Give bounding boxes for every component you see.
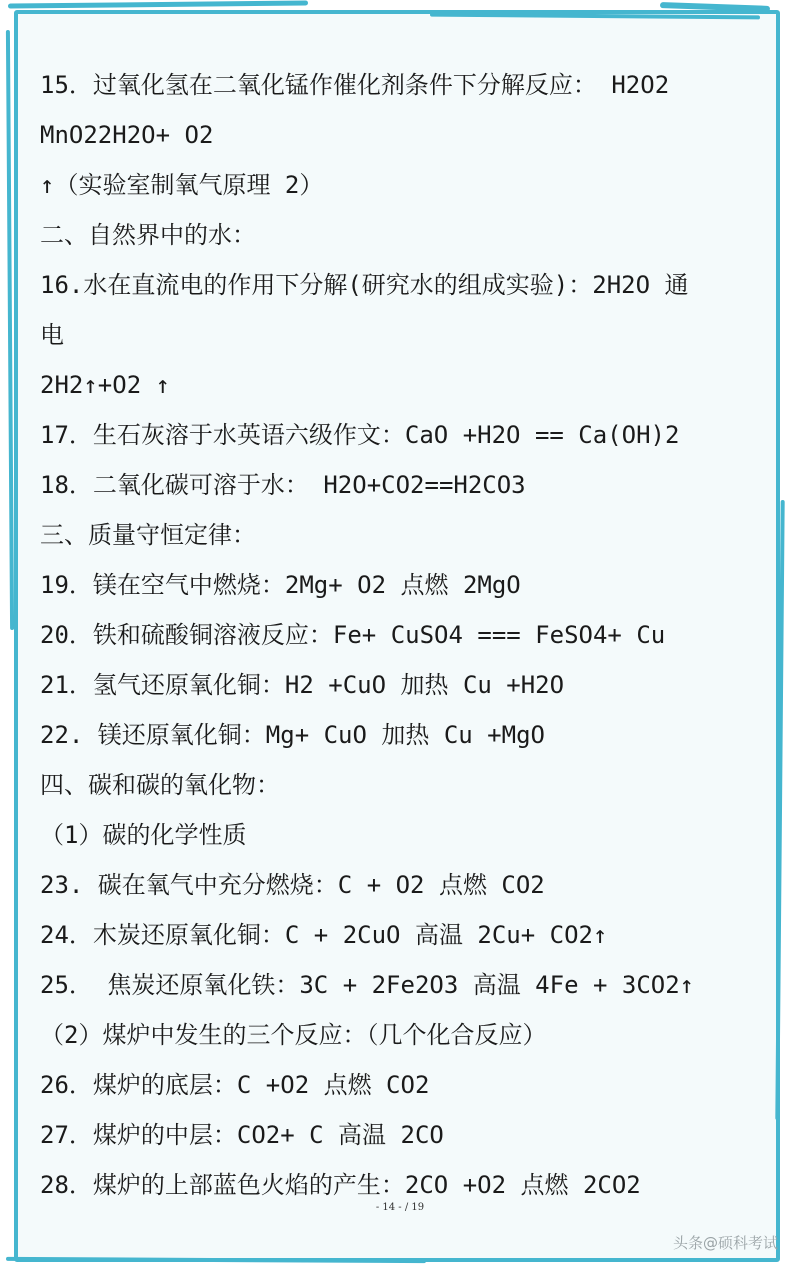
text-line: MnO22H2O+ O2 bbox=[40, 121, 214, 149]
text-line: 28．煤炉的上部蓝色火焰的产生：2CO +O2 点燃 2CO2 bbox=[40, 1171, 641, 1199]
text-line: 25． 焦炭还原氧化铁：3C + 2Fe2O3 高温 4Fe + 3CO2↑ bbox=[40, 971, 695, 999]
text-line: 22. 镁还原氧化铜：Mg+ CuO 加热 Cu +MgO bbox=[40, 721, 545, 749]
text-line: 27．煤炉的中层：CO2+ C 高温 2CO bbox=[40, 1121, 444, 1149]
subsection-heading: （1）碳的化学性质 bbox=[40, 821, 247, 849]
watermark: 头条@硕科考试 bbox=[672, 1234, 778, 1252]
section-heading: 四、碳和碳的氧化物： bbox=[40, 771, 280, 799]
text-line: 2H2↑+O2 ↑ bbox=[40, 371, 171, 399]
frame-stroke bbox=[6, 30, 14, 630]
text-line: 20．铁和硫酸铜溶液反应：Fe+ CuSO4 === FeSO4+ Cu bbox=[40, 621, 666, 649]
text-line: 16.水在直流电的作用下分解(研究水的组成实验)：2H2O 通 bbox=[40, 271, 689, 299]
text-line: 15．过氧化氢在二氧化锰作催化剂条件下分解反应： H2O2 bbox=[40, 71, 670, 99]
text-line: 21．氢气还原氧化铜：H2 +CuO 加热 Cu +H2O bbox=[40, 671, 565, 699]
frame-stroke bbox=[6, 1257, 426, 1263]
text-line: 19．镁在空气中燃烧：2Mg+ O2 点燃 2MgO bbox=[40, 571, 521, 599]
text-line: 电 bbox=[40, 321, 64, 349]
text-line: 23. 碳在氧气中充分燃烧：C + O2 点燃 CO2 bbox=[40, 871, 545, 899]
frame-stroke bbox=[8, 0, 308, 8]
section-heading: 三、质量守恒定律： bbox=[40, 521, 256, 549]
text-line: 26．煤炉的底层：C +O2 点燃 CO2 bbox=[40, 1071, 430, 1099]
text-line: ↑（实验室制氧气原理 2） bbox=[40, 171, 324, 199]
page-number: - 14 - / 19 bbox=[375, 1202, 425, 1213]
subsection-heading: （2）煤炉中发生的三个反应：（几个化合反应） bbox=[40, 1021, 547, 1049]
text-line: 18．二氧化碳可溶于水： H2O+CO2==H2CO3 bbox=[40, 471, 526, 499]
section-heading: 二、自然界中的水： bbox=[40, 221, 256, 249]
document-body bbox=[40, 60, 770, 1210]
text-line: 17．生石灰溶于水英语六级作文：CaO +H2O == Ca(OH)2 bbox=[40, 421, 680, 449]
text-line: 24．木炭还原氧化铜：C + 2CuO 高温 2Cu+ CO2↑ bbox=[40, 921, 608, 949]
